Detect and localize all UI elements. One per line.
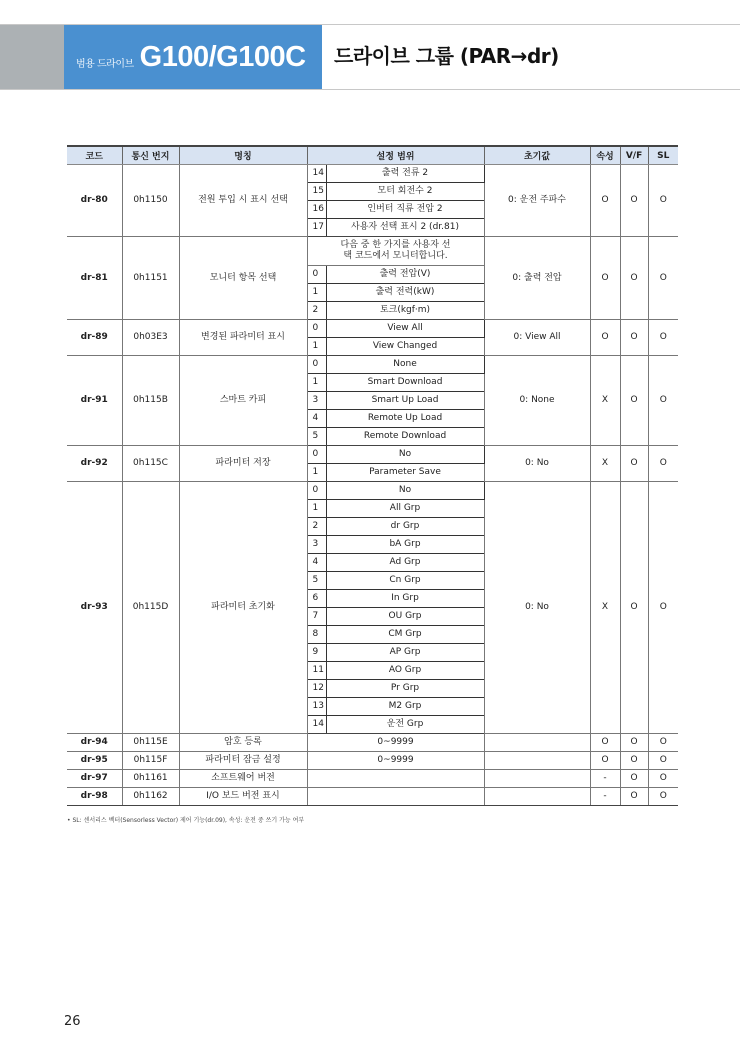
default-cell: 0: None (484, 356, 590, 446)
sl-cell: O (648, 788, 678, 806)
option-label: No (326, 482, 484, 500)
option-label: View All (326, 320, 484, 338)
option-label: AO Grp (326, 662, 484, 680)
option-num: 1 (307, 500, 326, 518)
page-number: 26 (64, 1014, 81, 1029)
option-label: Smart Up Load (326, 392, 484, 410)
default-cell: 0: 운전 주파수 (484, 165, 590, 237)
option-label: OU Grp (326, 608, 484, 626)
col-header-code: 코드 (67, 146, 122, 165)
code-cell: dr-95 (67, 752, 122, 770)
vf-cell: O (620, 752, 648, 770)
vf-cell: O (620, 788, 648, 806)
default-cell: 0: No (484, 482, 590, 734)
option-note: 다음 중 한 가지를 사용자 선택 코드에서 모니터합니다. (307, 237, 484, 266)
option-label: AP Grp (326, 644, 484, 662)
col-header-sl: SL (648, 146, 678, 165)
option-label: Remote Download (326, 428, 484, 446)
attr-cell: X (590, 482, 620, 734)
default-cell: 0: 출력 전압 (484, 237, 590, 320)
option-num: 3 (307, 392, 326, 410)
table-row (67, 320, 678, 338)
option-label: Remote Up Load (326, 410, 484, 428)
attr-cell: O (590, 165, 620, 237)
parameter-table (67, 145, 678, 806)
option-num: 4 (307, 410, 326, 428)
code-cell: dr-91 (67, 356, 122, 446)
option-num: 5 (307, 572, 326, 590)
sl-cell: O (648, 770, 678, 788)
sl-cell: O (648, 752, 678, 770)
default-cell (484, 734, 590, 752)
option-label: 출력 전류 2 (326, 165, 484, 183)
address-cell: 0h1161 (122, 770, 179, 788)
brand-model: G100/G100C (139, 40, 306, 73)
col-header-attr: 속성 (590, 146, 620, 165)
option-num: 14 (307, 165, 326, 183)
option-label: dr Grp (326, 518, 484, 536)
attr-cell: O (590, 752, 620, 770)
code-cell: dr-97 (67, 770, 122, 788)
attr-cell: O (590, 734, 620, 752)
option-label: 토크(kgf·m) (326, 302, 484, 320)
option-num: 5 (307, 428, 326, 446)
option-label: bA Grp (326, 536, 484, 554)
name-cell: 모니터 항목 선택 (179, 237, 307, 320)
option-label: Cn Grp (326, 572, 484, 590)
vf-cell: O (620, 320, 648, 356)
vf-cell: O (620, 482, 648, 734)
col-header-name: 명칭 (179, 146, 307, 165)
option-label: 사용자 선택 표시 2 (dr.81) (326, 219, 484, 237)
default-cell: 0: No (484, 446, 590, 482)
header-gray-tab (0, 25, 64, 89)
option-num: 2 (307, 518, 326, 536)
option-label: 인버터 직류 전압 2 (326, 201, 484, 219)
option-num: 8 (307, 626, 326, 644)
table-row (67, 770, 678, 788)
code-cell: dr-93 (67, 482, 122, 734)
option-label: Smart Download (326, 374, 484, 392)
option-num: 0 (307, 266, 326, 284)
option-num: 1 (307, 284, 326, 302)
attr-cell: O (590, 320, 620, 356)
option-label: Pr Grp (326, 680, 484, 698)
option-num: 0 (307, 320, 326, 338)
sl-cell: O (648, 446, 678, 482)
col-header-address: 통신 번지 (122, 146, 179, 165)
option-num: 1 (307, 374, 326, 392)
option-num: 0 (307, 482, 326, 500)
sl-cell: O (648, 734, 678, 752)
table-row (67, 734, 678, 752)
attr-cell: O (590, 237, 620, 320)
option-num: 0 (307, 356, 326, 374)
table-header-row (67, 146, 678, 165)
header-bottom-rule (0, 89, 740, 90)
address-cell: 0h115F (122, 752, 179, 770)
name-cell: 변경된 파라미터 표시 (179, 320, 307, 356)
sl-cell: O (648, 356, 678, 446)
option-num: 0 (307, 446, 326, 464)
vf-cell: O (620, 165, 648, 237)
option-num: 7 (307, 608, 326, 626)
address-cell: 0h1162 (122, 788, 179, 806)
code-cell: dr-92 (67, 446, 122, 482)
attr-cell: - (590, 770, 620, 788)
address-cell: 0h115C (122, 446, 179, 482)
name-cell: 파라미터 초기화 (179, 482, 307, 734)
page-title: 드라이브 그룹 (PAR→dr) (334, 44, 559, 68)
option-num: 15 (307, 183, 326, 201)
default-cell: 0: View All (484, 320, 590, 356)
vf-cell: O (620, 356, 648, 446)
code-cell: dr-80 (67, 165, 122, 237)
table-row (67, 788, 678, 806)
option-label: All Grp (326, 500, 484, 518)
default-cell (484, 770, 590, 788)
name-cell: 전원 투입 시 표시 선택 (179, 165, 307, 237)
option-num: 1 (307, 464, 326, 482)
brand-category: 범용 드라이브 (76, 58, 134, 70)
option-label: View Changed (326, 338, 484, 356)
option-num: 11 (307, 662, 326, 680)
code-cell: dr-94 (67, 734, 122, 752)
option-num: 1 (307, 338, 326, 356)
default-cell (484, 788, 590, 806)
vf-cell: O (620, 237, 648, 320)
option-label: 출력 전력(kW) (326, 284, 484, 302)
col-header-vf: V/F (620, 146, 648, 165)
option-num: 17 (307, 219, 326, 237)
code-cell: dr-81 (67, 237, 122, 320)
address-cell: 0h03E3 (122, 320, 179, 356)
product-banner (64, 25, 322, 89)
name-cell: 암호 등록 (179, 734, 307, 752)
sl-cell: O (648, 320, 678, 356)
sl-cell: O (648, 482, 678, 734)
table-footnote: • SL: 센서리스 벡터(Sensorless Vector) 제어 기능(dr.09), 속성: 운전 중 쓰기 가능 여부 (67, 817, 305, 824)
table-row (67, 237, 678, 266)
option-label: No (326, 446, 484, 464)
table-row (67, 482, 678, 500)
table-row (67, 752, 678, 770)
option-num: 9 (307, 644, 326, 662)
vf-cell: O (620, 734, 648, 752)
col-header-range: 설정 범위 (307, 146, 484, 165)
table-row (67, 446, 678, 464)
option-label: 출력 전압(V) (326, 266, 484, 284)
option-label: 모터 회전수 2 (326, 183, 484, 201)
default-cell (484, 752, 590, 770)
option-label: CM Grp (326, 626, 484, 644)
name-cell: 스마트 카피 (179, 356, 307, 446)
col-header-default: 초기값 (484, 146, 590, 165)
range-cell (307, 770, 484, 788)
option-num: 6 (307, 590, 326, 608)
option-num: 4 (307, 554, 326, 572)
option-label: None (326, 356, 484, 374)
address-cell: 0h115B (122, 356, 179, 446)
address-cell: 0h1151 (122, 237, 179, 320)
range-cell: 0~9999 (307, 734, 484, 752)
name-cell: 파라미터 잠금 설정 (179, 752, 307, 770)
address-cell: 0h1150 (122, 165, 179, 237)
range-cell: 0~9999 (307, 752, 484, 770)
sl-cell: O (648, 165, 678, 237)
option-num: 2 (307, 302, 326, 320)
attr-cell: X (590, 446, 620, 482)
code-cell: dr-98 (67, 788, 122, 806)
attr-cell: - (590, 788, 620, 806)
name-cell: 파라미터 저장 (179, 446, 307, 482)
option-label: Parameter Save (326, 464, 484, 482)
option-label: Ad Grp (326, 554, 484, 572)
option-num: 12 (307, 680, 326, 698)
option-label: In Grp (326, 590, 484, 608)
vf-cell: O (620, 446, 648, 482)
table-row (67, 356, 678, 374)
code-cell: dr-89 (67, 320, 122, 356)
option-label: 운전 Grp (326, 716, 484, 734)
attr-cell: X (590, 356, 620, 446)
address-cell: 0h115D (122, 482, 179, 734)
address-cell: 0h115E (122, 734, 179, 752)
name-cell: 소프트웨어 버전 (179, 770, 307, 788)
option-num: 16 (307, 201, 326, 219)
sl-cell: O (648, 237, 678, 320)
option-num: 14 (307, 716, 326, 734)
option-label: M2 Grp (326, 698, 484, 716)
option-num: 3 (307, 536, 326, 554)
range-cell (307, 788, 484, 806)
name-cell: I/O 보드 버전 표시 (179, 788, 307, 806)
vf-cell: O (620, 770, 648, 788)
table-row (67, 165, 678, 183)
option-num: 13 (307, 698, 326, 716)
